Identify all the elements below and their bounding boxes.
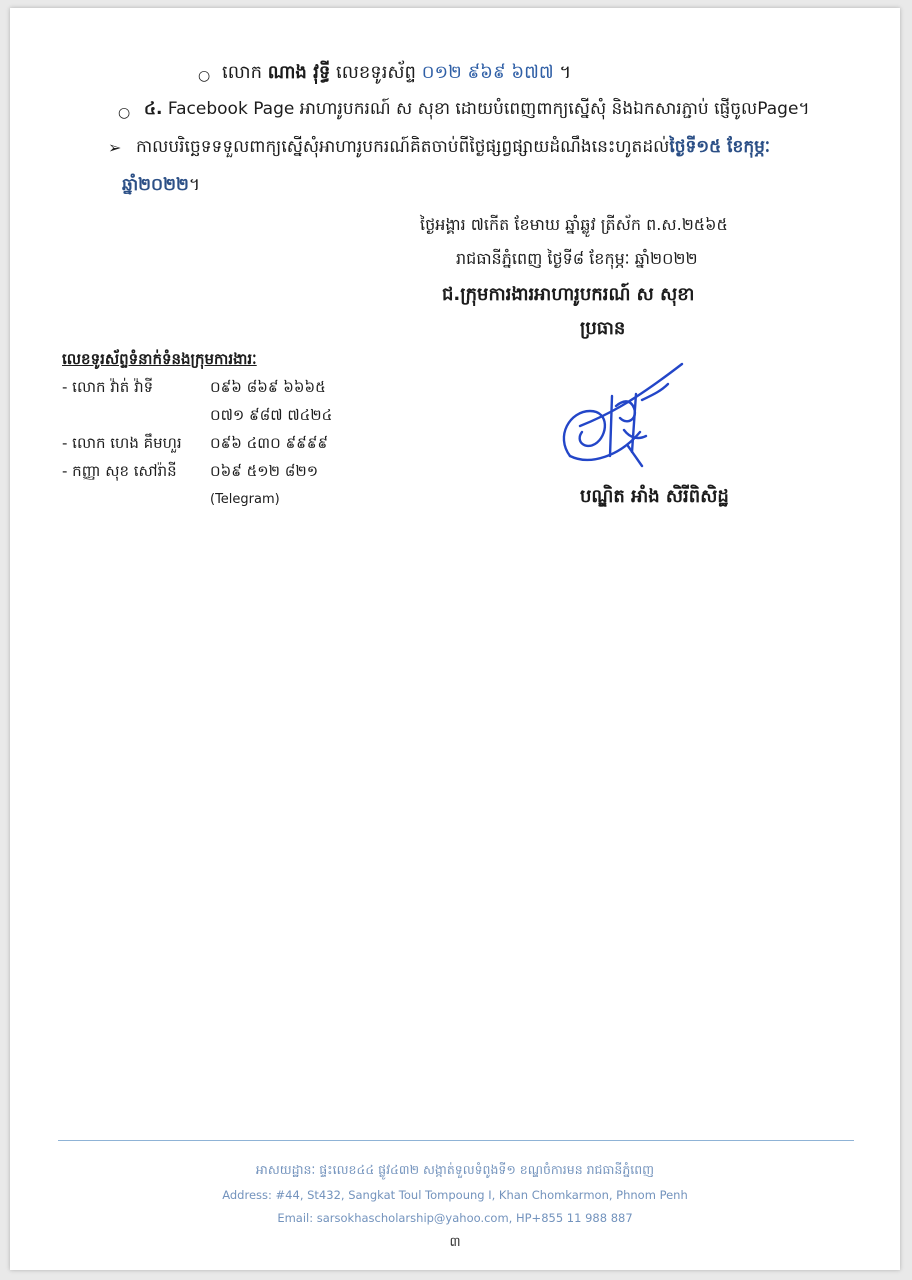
solar-date: រាជធានីភ្នំពេញ ថ្ងៃទី៨ ខែកុម្ភៈ ឆ្នាំ២០២២ bbox=[456, 249, 698, 268]
hollow-circle-bullet: ○ bbox=[198, 68, 211, 84]
footer-address-english: Address: #44, St432, Sangkat Toul Tompoung I, Khan Chomkarmon, Phnom Penh bbox=[222, 1188, 688, 1202]
deadline-date: ថ្ងៃទី១៥ ខែកុម្ភៈ bbox=[669, 137, 771, 157]
deadline-text: កាលបរិច្ឆេទទទួលពាក្យស្នើសុំអាហារូបករណ៍គិតចាប់ពីថ្ងៃផ្សព្វផ្សាយដំណឹងនេះហូតដល់ bbox=[136, 137, 670, 157]
honorific: លោក bbox=[222, 62, 262, 83]
contact-name: - លោក វ៉ាត់ វ៉ាទី bbox=[62, 378, 154, 396]
footer-divider bbox=[58, 1140, 854, 1141]
contact-phone: ០៦៩ ៥១២ ៨២១ bbox=[210, 462, 319, 480]
contact-phone: ០៩៦ ៨៦៩ ៦៦៦៥ bbox=[210, 378, 326, 396]
organization-name: ជ.ក្រុមការងារអាហារូបករណ៍ ស សុខា bbox=[442, 284, 695, 305]
footer-email: Email: sarsokhascholarship@yahoo.com, HP+855 11 988 887 bbox=[277, 1211, 633, 1225]
contact-name: - កញ្ញា សុខ សៅរ៉ានី bbox=[62, 462, 177, 480]
footer-address-khmer: អាសយដ្ឋានៈ ផ្ទះលេខ៤៤ ផ្លូវ៤៣២ សង្កាត់ទួលទំពូងទី១ ខណ្ឌចំការមន រាជធានីភ្នំពេញ bbox=[255, 1162, 655, 1177]
contact-phone: ០១២ ៩៦៩ ៦៧៧ bbox=[421, 62, 554, 83]
deadline-year: ឆ្នាំ២០២២ bbox=[122, 175, 189, 195]
page-number: ៣ bbox=[449, 1235, 461, 1250]
contact-phone: ០៧១ ៩៨៧ ៧៤២៤ bbox=[210, 406, 333, 424]
signer-name: បណ្ឌិត អាំង សិរីពិសិដ្ឋ bbox=[580, 486, 729, 507]
position-title: ប្រធាន bbox=[580, 318, 626, 339]
deadline-line-2 bbox=[122, 174, 200, 196]
line-end-mark: ។ bbox=[559, 62, 572, 83]
contact-person-name: ណាង វុទ្ធី bbox=[267, 62, 331, 83]
hollow-circle-bullet: ○ bbox=[118, 105, 131, 121]
document-page bbox=[10, 8, 900, 1270]
contact-bullet-line bbox=[222, 62, 571, 84]
arrow-bullet-icon: ➢ bbox=[108, 138, 122, 157]
handwritten-signature bbox=[550, 356, 690, 476]
phone-label: លេខទូរស័ព្ទ bbox=[336, 62, 416, 83]
contact-phone: ០៩៦ ៤៣០ ៩៩៩៩ bbox=[210, 434, 328, 452]
contact-name: - លោក ហេង គឹមហួរ bbox=[62, 434, 182, 452]
lunar-date: ថ្ងៃអង្គារ ៧កើត ខែមាឃ ឆ្នាំឆ្លូវ ត្រីស័ក ព.ស.២៥៦៥ bbox=[420, 215, 728, 234]
contacts-heading: លេខទូរស័ព្ទទំនាក់ទំនងក្រុមការងារៈ bbox=[62, 350, 257, 368]
line-end-mark: ។ bbox=[188, 175, 201, 195]
facebook-text: Facebook Page អាហារូបករណ៍ ស សុខា ដោយបំពេញពាក្យស្នើសុំ និងឯកសារភ្ជាប់ ផ្ញើចូលPage។ bbox=[167, 99, 810, 119]
item-number: ៤. bbox=[144, 99, 163, 119]
telegram-note: (Telegram) bbox=[210, 492, 280, 507]
deadline-line bbox=[136, 136, 770, 158]
facebook-bullet-line bbox=[144, 98, 810, 120]
